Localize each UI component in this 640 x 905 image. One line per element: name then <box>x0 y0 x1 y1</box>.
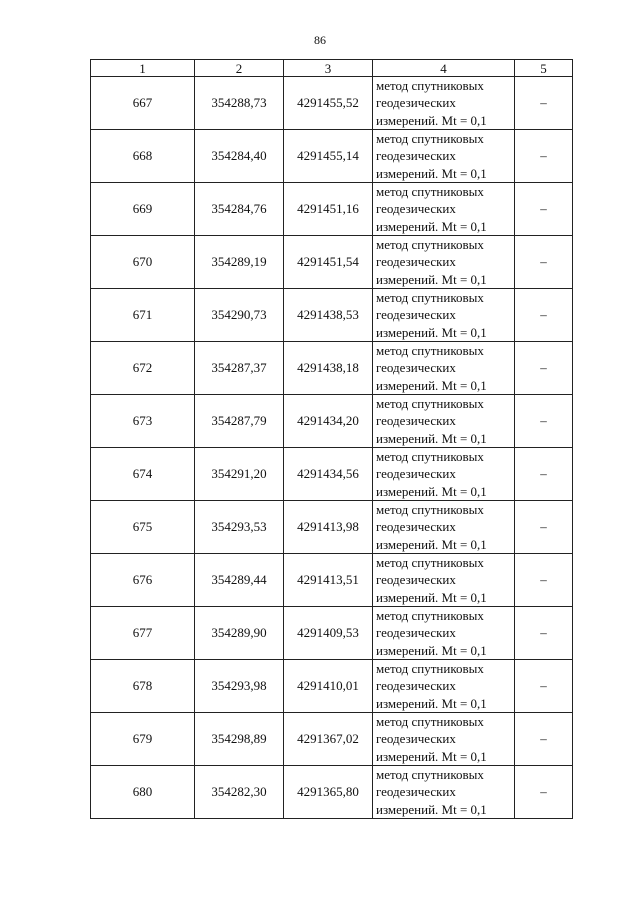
point-number-cell: 680 <box>91 766 195 819</box>
x-coordinate-cell: 354287,37 <box>195 342 284 395</box>
x-coordinate-cell: 354298,89 <box>195 713 284 766</box>
table-row <box>91 607 573 660</box>
table-row <box>91 183 573 236</box>
x-coordinate-cell: 354287,79 <box>195 395 284 448</box>
method-line: измерений. Mt = 0,1 <box>376 218 487 234</box>
note-cell: – <box>515 448 573 501</box>
point-number-cell: 671 <box>91 289 195 342</box>
method-line: измерений. Mt = 0,1 <box>376 324 487 340</box>
method-line: метод спутниковых <box>376 343 484 359</box>
y-coordinate-cell: 4291451,16 <box>284 183 373 236</box>
method-line: измерений. Mt = 0,1 <box>376 536 487 552</box>
header-row <box>91 60 573 77</box>
x-coordinate-cell: 354289,19 <box>195 236 284 289</box>
method-line: метод спутниковых <box>376 290 484 306</box>
method-line: геодезических <box>376 519 456 535</box>
method-cell <box>373 77 515 130</box>
point-number-cell: 679 <box>91 713 195 766</box>
table-row <box>91 342 573 395</box>
method-line: геодезических <box>376 784 456 800</box>
method-cell <box>373 183 515 236</box>
method-line: метод спутниковых <box>376 767 484 783</box>
x-coordinate-cell: 354289,44 <box>195 554 284 607</box>
note-cell: – <box>515 236 573 289</box>
point-number-cell: 672 <box>91 342 195 395</box>
method-cell <box>373 289 515 342</box>
y-coordinate-cell: 4291451,54 <box>284 236 373 289</box>
note-cell: – <box>515 183 573 236</box>
table-row <box>91 501 573 554</box>
table-row <box>91 77 573 130</box>
point-number-cell: 670 <box>91 236 195 289</box>
note-cell: – <box>515 713 573 766</box>
table-row <box>91 713 573 766</box>
page-number: 86 <box>314 33 326 47</box>
point-number-cell: 674 <box>91 448 195 501</box>
method-line: измерений. Mt = 0,1 <box>376 748 487 764</box>
method-cell <box>373 660 515 713</box>
point-number-cell: 678 <box>91 660 195 713</box>
y-coordinate-cell: 4291413,98 <box>284 501 373 554</box>
x-coordinate-cell: 354284,40 <box>195 130 284 183</box>
y-coordinate-cell: 4291367,02 <box>284 713 373 766</box>
note-cell: – <box>515 660 573 713</box>
method-cell <box>373 448 515 501</box>
y-coordinate-cell: 4291410,01 <box>284 660 373 713</box>
y-coordinate-cell: 4291438,53 <box>284 289 373 342</box>
method-line: измерений. Mt = 0,1 <box>376 642 487 658</box>
method-line: геодезических <box>376 254 456 270</box>
column-header-5: 5 <box>515 60 573 77</box>
x-coordinate-cell: 354293,53 <box>195 501 284 554</box>
method-line: геодезических <box>376 572 456 588</box>
method-cell <box>373 501 515 554</box>
method-line: геодезических <box>376 148 456 164</box>
table-row <box>91 395 573 448</box>
table-row <box>91 289 573 342</box>
method-line: геодезических <box>376 625 456 641</box>
method-line: измерений. Mt = 0,1 <box>376 483 487 499</box>
method-line: метод спутниковых <box>376 78 484 94</box>
x-coordinate-cell: 354289,90 <box>195 607 284 660</box>
point-number-cell: 667 <box>91 77 195 130</box>
method-line: геодезических <box>376 678 456 694</box>
method-line: геодезических <box>376 201 456 217</box>
method-line: измерений. Mt = 0,1 <box>376 377 487 393</box>
method-line: метод спутниковых <box>376 608 484 624</box>
note-cell: – <box>515 289 573 342</box>
method-line: метод спутниковых <box>376 237 484 253</box>
y-coordinate-cell: 4291434,20 <box>284 395 373 448</box>
table-row <box>91 130 573 183</box>
method-line: измерений. Mt = 0,1 <box>376 589 487 605</box>
method-line: метод спутниковых <box>376 396 484 412</box>
method-line: геодезических <box>376 413 456 429</box>
method-cell <box>373 554 515 607</box>
method-line: метод спутниковых <box>376 131 484 147</box>
note-cell: – <box>515 766 573 819</box>
y-coordinate-cell: 4291438,18 <box>284 342 373 395</box>
table-row <box>91 660 573 713</box>
method-cell <box>373 130 515 183</box>
note-cell: – <box>515 501 573 554</box>
method-line: геодезических <box>376 95 456 111</box>
x-coordinate-cell: 354282,30 <box>195 766 284 819</box>
note-cell: – <box>515 77 573 130</box>
y-coordinate-cell: 4291455,52 <box>284 77 373 130</box>
method-line: метод спутниковых <box>376 449 484 465</box>
table-body <box>91 77 573 819</box>
x-coordinate-cell: 354291,20 <box>195 448 284 501</box>
y-coordinate-cell: 4291365,80 <box>284 766 373 819</box>
point-number-cell: 673 <box>91 395 195 448</box>
method-line: метод спутниковых <box>376 661 484 677</box>
method-cell <box>373 713 515 766</box>
note-cell: – <box>515 607 573 660</box>
column-header-2: 2 <box>195 60 284 77</box>
note-cell: – <box>515 554 573 607</box>
method-cell <box>373 342 515 395</box>
method-line: измерений. Mt = 0,1 <box>376 695 487 711</box>
method-line: измерений. Mt = 0,1 <box>376 801 487 817</box>
column-header-4: 4 <box>373 60 515 77</box>
point-number-cell: 676 <box>91 554 195 607</box>
method-line: метод спутниковых <box>376 555 484 571</box>
method-line: измерений. Mt = 0,1 <box>376 165 487 181</box>
method-cell <box>373 395 515 448</box>
point-number-cell: 677 <box>91 607 195 660</box>
method-line: метод спутниковых <box>376 502 484 518</box>
y-coordinate-cell: 4291409,53 <box>284 607 373 660</box>
table-row <box>91 448 573 501</box>
method-line: измерений. Mt = 0,1 <box>376 112 487 128</box>
method-line: метод спутниковых <box>376 714 484 730</box>
x-coordinate-cell: 354290,73 <box>195 289 284 342</box>
method-line: метод спутниковых <box>376 184 484 200</box>
y-coordinate-cell: 4291455,14 <box>284 130 373 183</box>
point-number-cell: 668 <box>91 130 195 183</box>
method-line: геодезических <box>376 307 456 323</box>
method-line: геодезических <box>376 360 456 376</box>
x-coordinate-cell: 354284,76 <box>195 183 284 236</box>
method-line: измерений. Mt = 0,1 <box>376 430 487 446</box>
note-cell: – <box>515 342 573 395</box>
point-number-cell: 675 <box>91 501 195 554</box>
x-coordinate-cell: 354293,98 <box>195 660 284 713</box>
y-coordinate-cell: 4291434,56 <box>284 448 373 501</box>
table-row <box>91 236 573 289</box>
table-header <box>91 60 573 77</box>
method-line: геодезических <box>376 731 456 747</box>
column-header-3: 3 <box>284 60 373 77</box>
y-coordinate-cell: 4291413,51 <box>284 554 373 607</box>
method-cell <box>373 236 515 289</box>
table-row <box>91 554 573 607</box>
note-cell: – <box>515 130 573 183</box>
method-line: геодезических <box>376 466 456 482</box>
x-coordinate-cell: 354288,73 <box>195 77 284 130</box>
note-cell: – <box>515 395 573 448</box>
point-number-cell: 669 <box>91 183 195 236</box>
method-line: измерений. Mt = 0,1 <box>376 271 487 287</box>
column-header-1: 1 <box>91 60 195 77</box>
coordinates-table <box>90 59 573 819</box>
table-row <box>91 766 573 819</box>
method-cell <box>373 766 515 819</box>
method-cell <box>373 607 515 660</box>
